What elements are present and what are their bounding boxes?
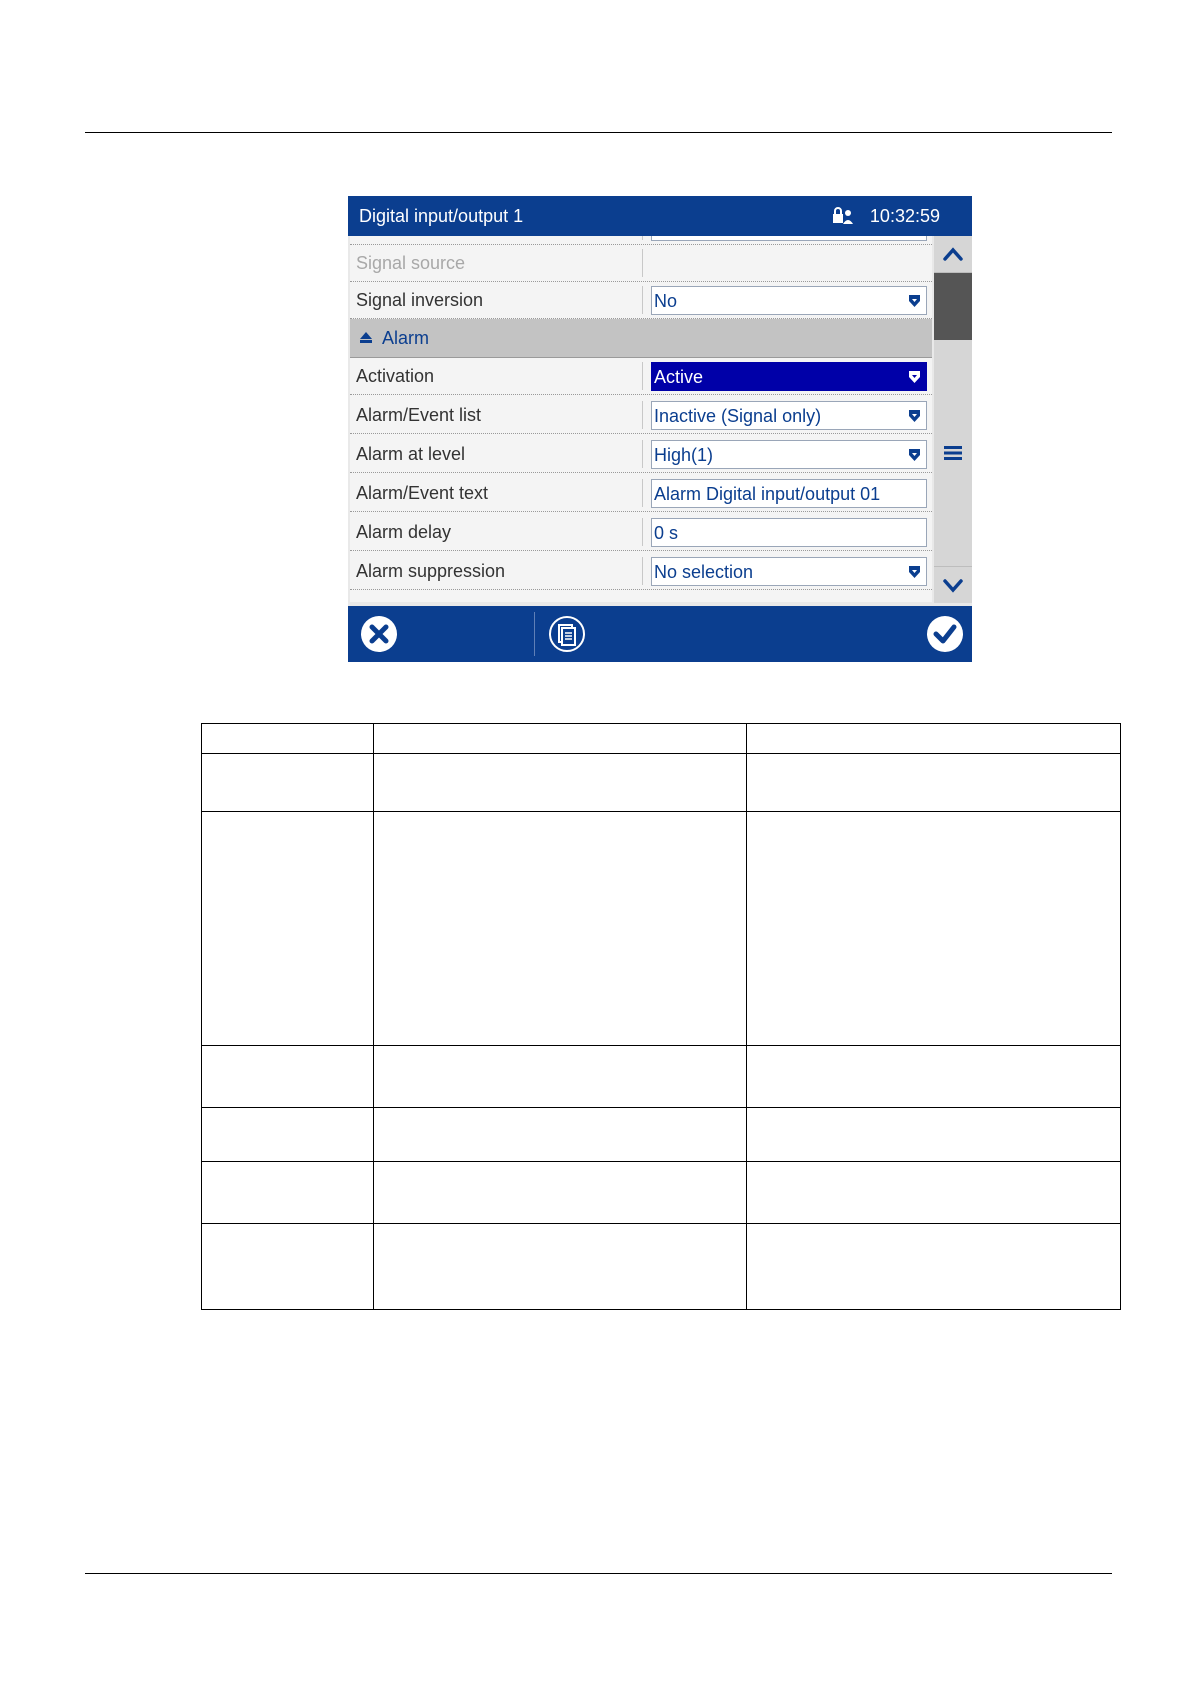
alarm-suppression-value: No selection [654,562,754,582]
clock: 10:32:59 [869,206,940,226]
alarm-delay-input[interactable] [651,518,927,547]
caret-up-icon [360,332,372,343]
section-alarm-label: Alarm [382,328,430,348]
activation-value: Active [654,367,704,387]
row-activation[interactable] [350,358,932,395]
window-title: Digital input/output 1 [359,206,524,226]
alarm-event-list-value: Inactive (Signal only) [654,406,822,426]
scroll-thumb[interactable] [934,273,972,340]
description-table [201,723,1121,1310]
dropdown-arrow-icon [909,371,920,383]
alarm-at-level-value: High(1) [654,445,714,465]
table-row [202,1224,1121,1310]
footer-bar [348,606,972,662]
footer-rule [85,1573,1112,1574]
scroll-up-button[interactable] [934,236,972,273]
lock-user-icon [832,207,854,225]
table-row [202,1108,1121,1162]
table-row [202,1046,1121,1108]
column-separator [642,401,643,429]
list-item-partial [350,236,932,245]
footer-divider [534,612,535,656]
menu-icon[interactable] [944,446,962,460]
dropdown-arrow-icon [909,566,920,578]
row-alarm-event-list[interactable] [350,397,932,434]
column-separator [642,557,643,585]
parameter-list [350,236,932,602]
row-alarm-delay[interactable] [350,514,932,551]
row-signal-source [350,245,932,282]
alarm-event-text-value: Alarm Digital input/output 01 [654,484,881,504]
alarm-suppression-dropdown[interactable] [651,557,927,586]
column-separator [642,440,643,468]
section-alarm-header[interactable] [350,319,932,358]
column-separator [642,236,643,240]
column-separator [642,286,643,314]
signal-inversion-value: No [654,291,678,311]
column-separator [642,479,643,507]
row-alarm-event-text[interactable] [350,475,932,512]
column-separator [642,518,643,546]
column-separator [642,362,643,390]
table-row [202,724,1121,754]
signal-inversion-label: Signal inversion [356,290,484,310]
alarm-suppression-label: Alarm suppression [356,561,506,581]
alarm-event-text-input[interactable] [651,479,927,508]
title-bar [348,196,972,236]
alarm-delay-value: 0 s [654,523,679,543]
chevron-down-icon [934,567,972,603]
scrollbar[interactable] [934,236,972,602]
signal-inversion-dropdown[interactable] [651,286,927,315]
row-signal-inversion[interactable] [350,282,932,319]
alarm-delay-label: Alarm delay [356,522,452,542]
row-alarm-at-level[interactable] [350,436,932,473]
table-row [202,754,1121,812]
alarm-event-list-dropdown[interactable] [651,401,927,430]
documents-icon[interactable] [548,615,586,653]
partial-field [651,236,927,241]
table-row [202,812,1121,1046]
alarm-at-level-dropdown[interactable] [651,440,927,469]
column-separator [642,249,643,277]
alarm-at-level-label: Alarm at level [356,444,466,464]
checkmark-icon[interactable] [926,615,964,653]
activation-dropdown[interactable] [651,362,927,391]
device-screen [348,196,972,662]
activation-label: Activation [356,366,435,386]
table-row [202,1162,1121,1224]
signal-source-label: Signal source [356,253,466,273]
row-alarm-suppression[interactable] [350,553,932,590]
scroll-down-button[interactable] [934,566,972,603]
cancel-icon[interactable] [360,615,398,653]
dropdown-arrow-icon [909,295,920,307]
chevron-up-icon [934,236,972,272]
dropdown-arrow-icon [909,449,920,461]
alarm-event-text-label: Alarm/Event text [356,483,489,503]
header-rule [85,132,1112,133]
dropdown-arrow-icon [909,410,920,422]
alarm-event-list-label: Alarm/Event list [356,405,482,425]
